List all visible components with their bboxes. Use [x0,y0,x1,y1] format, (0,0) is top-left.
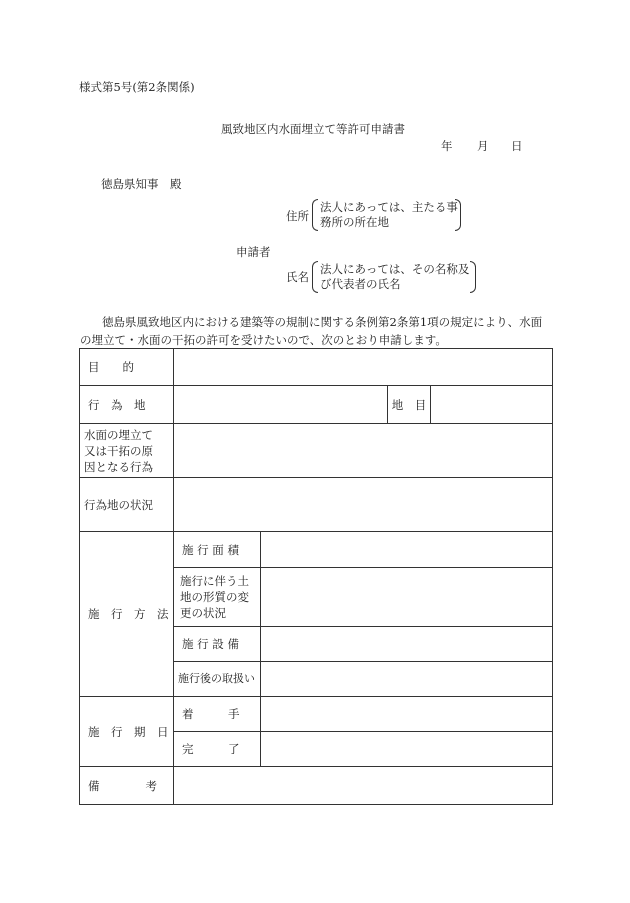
row-area [80,532,553,568]
site-label: 行 為 地 [80,386,174,424]
name-label: 氏名 [286,270,309,284]
date-year-label: 年 [441,139,453,153]
cause-field[interactable] [174,424,553,478]
cause-label-line2: 又は干拓の原 [84,443,153,458]
form-title: 風致地区内水面埋立て等許可申請書 [221,122,405,136]
date-month-label: 月 [477,139,489,153]
remarks-label: 備 考 [80,767,174,805]
purpose-field[interactable] [174,349,553,386]
row-purpose [80,349,553,386]
after-handling-label: 施行後の取扱い [174,662,261,697]
row-start [80,697,553,732]
body-line-2: の埋立て・水面の干拓の許可を受けたいので、次のとおり申請します。 [80,333,447,347]
change-label-line3: 更の状況 [180,606,226,620]
change-label-line1: 施行に伴う土 [180,574,249,588]
area-field[interactable] [261,532,553,568]
address-note [312,199,461,231]
site-field[interactable] [174,386,388,424]
applicant-label: 申請者 [236,245,271,259]
after-handling-field[interactable] [261,662,553,697]
period-label: 施 行 期 日 [80,697,174,767]
facilities-label: 施 行 設 備 [174,627,261,662]
row-remarks [80,767,553,805]
cause-label [80,424,174,478]
application-table [79,348,553,805]
facilities-field[interactable] [261,627,553,662]
name-note-line1: 法人にあっては、その名称及 [320,262,470,276]
area-label: 施 行 面 積 [174,532,261,568]
land-category-label: 地 目 [388,386,431,424]
name-note [312,261,476,293]
change-label-line2: 地の形質の変 [180,590,249,604]
cause-label-line3: 因となる行為 [84,459,153,474]
site-condition-field[interactable] [174,478,553,532]
start-field[interactable] [261,697,553,732]
form-number: 様式第5号(第2条関係) [79,80,195,94]
start-label: 着 手 [174,697,261,732]
land-category-field[interactable] [431,386,553,424]
purpose-label: 目 的 [80,349,174,386]
addressee: 徳島県知事 殿 [101,177,182,191]
name-note-line2: び代表者の氏名 [320,277,401,291]
method-label: 施 行 方 法 [80,532,174,697]
cause-label-line1: 水面の埋立て [84,427,153,442]
address-note-line1: 法人にあっては、主たる事 [320,200,458,214]
change-label [174,568,261,627]
body-paragraph [80,313,560,349]
body-line-1: 徳島県風致地区内における建築等の規制に関する条例第2条第1項の規定により、水面 [102,315,543,329]
end-field[interactable] [261,732,553,767]
row-site [80,386,553,424]
date-day-label: 日 [511,139,523,153]
row-cause [80,424,553,478]
address-label: 住所 [286,209,309,223]
site-condition-label: 行為地の状況 [80,478,174,532]
address-note-line2: 務所の所在地 [320,215,389,229]
change-field[interactable] [261,568,553,627]
end-label: 完 了 [174,732,261,767]
row-site-condition [80,478,553,532]
remarks-field[interactable] [174,767,553,805]
